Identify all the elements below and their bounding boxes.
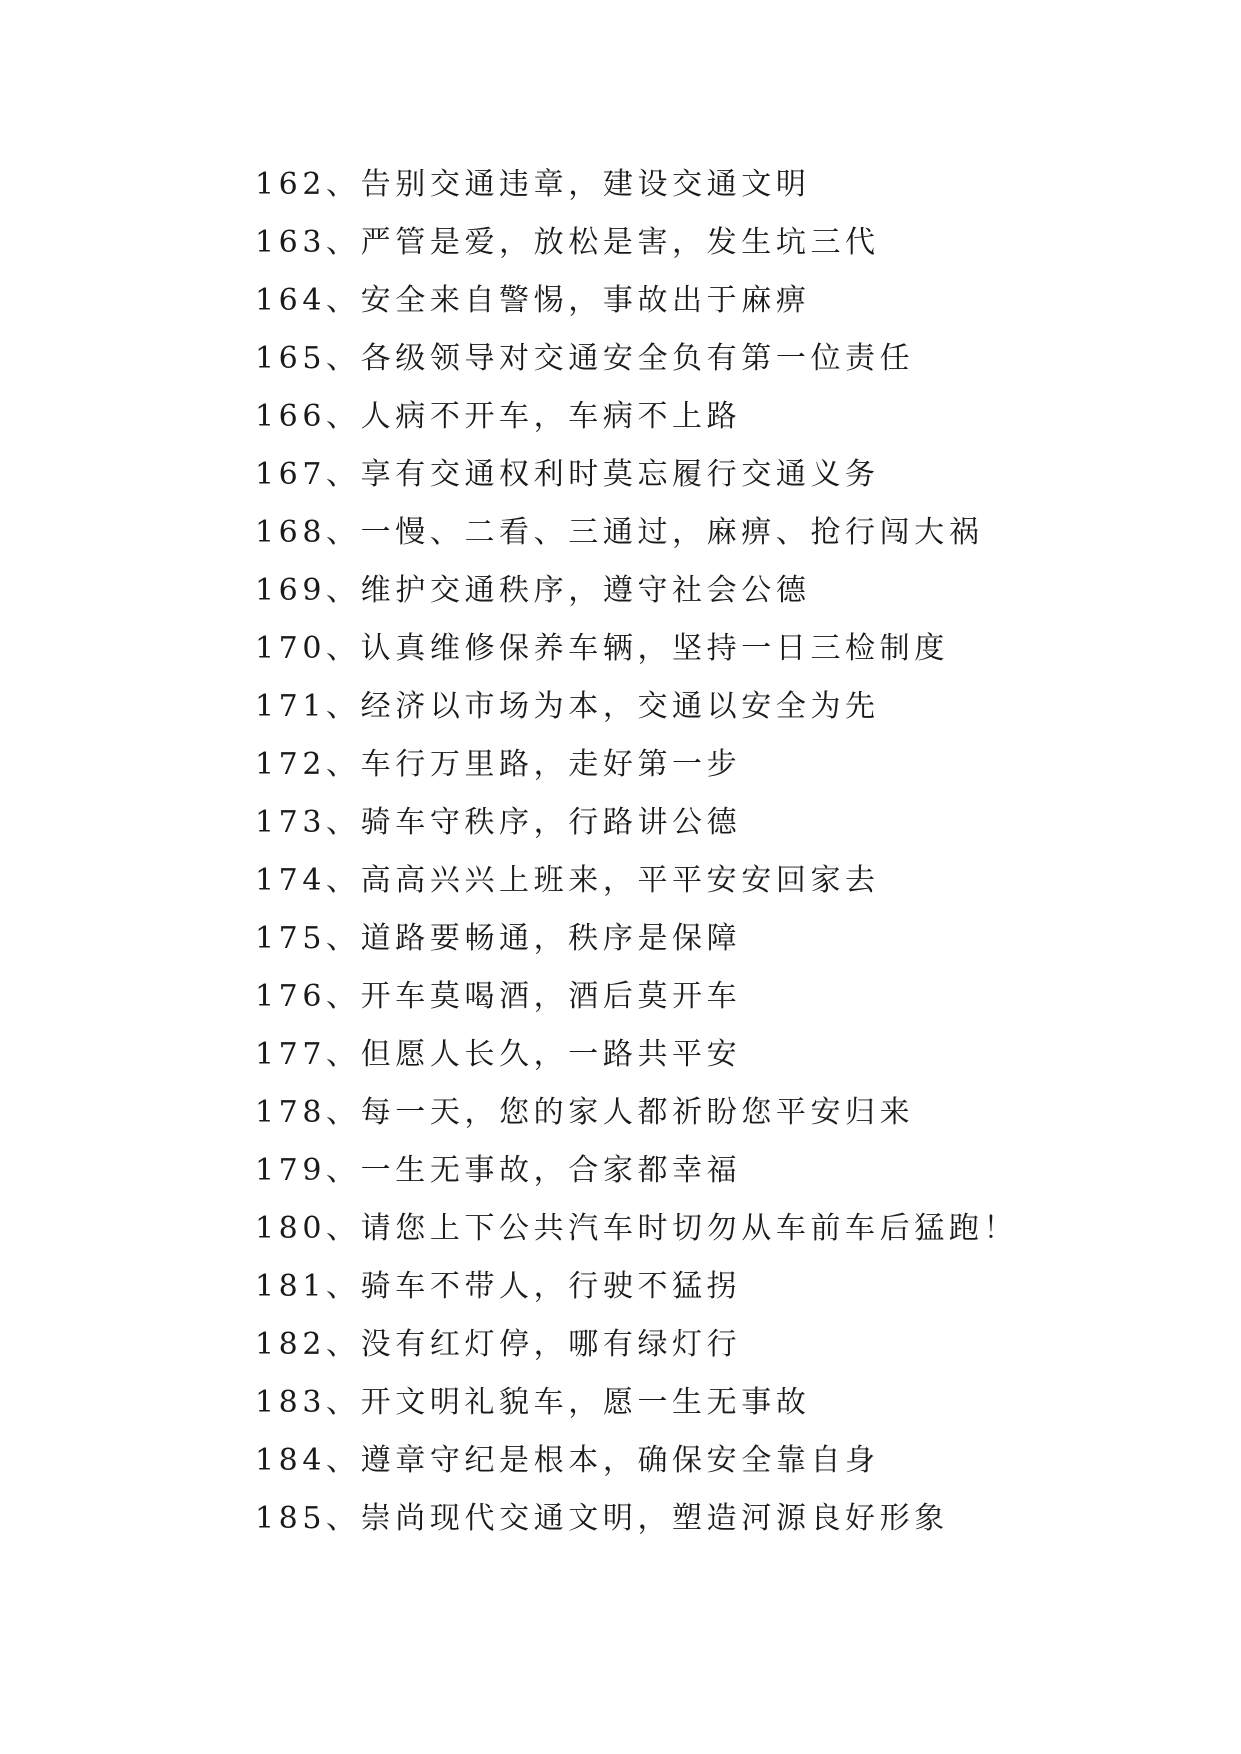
slogan-line: 177、但愿人长久，一路共平安	[255, 1037, 742, 1072]
slogan-line: 165、各级领导对交通安全负有第一位责任	[255, 341, 915, 376]
slogan-line: 174、高高兴兴上班来，平平安安回家去	[255, 863, 880, 898]
slogan-line: 164、安全来自警惕，事故出于麻痹	[255, 283, 811, 318]
slogan-line: 166、人病不开车，车病不上路	[255, 399, 742, 434]
slogan-line: 162、告别交通违章，建设交通文明	[255, 167, 811, 202]
slogan-line: 176、开车莫喝酒，酒后莫开车	[255, 979, 742, 1014]
slogan-line: 183、开文明礼貌车，愿一生无事故	[255, 1385, 811, 1420]
slogan-line: 169、维护交通秩序，遵守社会公德	[255, 573, 811, 608]
slogan-line: 171、经济以市场为本，交通以安全为先	[255, 689, 880, 724]
slogan-line: 163、严管是爱，放松是害，发生坑三代	[255, 225, 880, 260]
slogan-line: 170、认真维修保养车辆，坚持一日三检制度	[255, 631, 949, 666]
slogan-line: 182、没有红灯停，哪有绿灯行	[255, 1327, 742, 1362]
slogan-list	[255, 156, 1018, 1548]
slogan-line: 168、一慢、二看、三通过，麻痹、抢行闯大祸	[255, 515, 984, 550]
slogan-line: 178、每一天，您的家人都祈盼您平安归来	[255, 1095, 915, 1130]
slogan-line: 184、遵章守纪是根本，确保安全靠自身	[255, 1443, 880, 1478]
slogan-line: 179、一生无事故，合家都幸福	[255, 1153, 742, 1188]
slogan-line: 185、崇尚现代交通文明，塑造河源良好形象	[255, 1501, 949, 1536]
slogan-line: 167、享有交通权利时莫忘履行交通义务	[255, 457, 880, 492]
slogan-line: 181、骑车不带人，行驶不猛拐	[255, 1269, 742, 1304]
slogan-line: 175、道路要畅通，秩序是保障	[255, 921, 742, 956]
slogan-line: 173、骑车守秩序，行路讲公德	[255, 805, 742, 840]
slogan-line: 172、车行万里路，走好第一步	[255, 747, 742, 782]
slogan-line: 180、请您上下公共汽车时切勿从车前车后猛跑！	[255, 1211, 1019, 1246]
